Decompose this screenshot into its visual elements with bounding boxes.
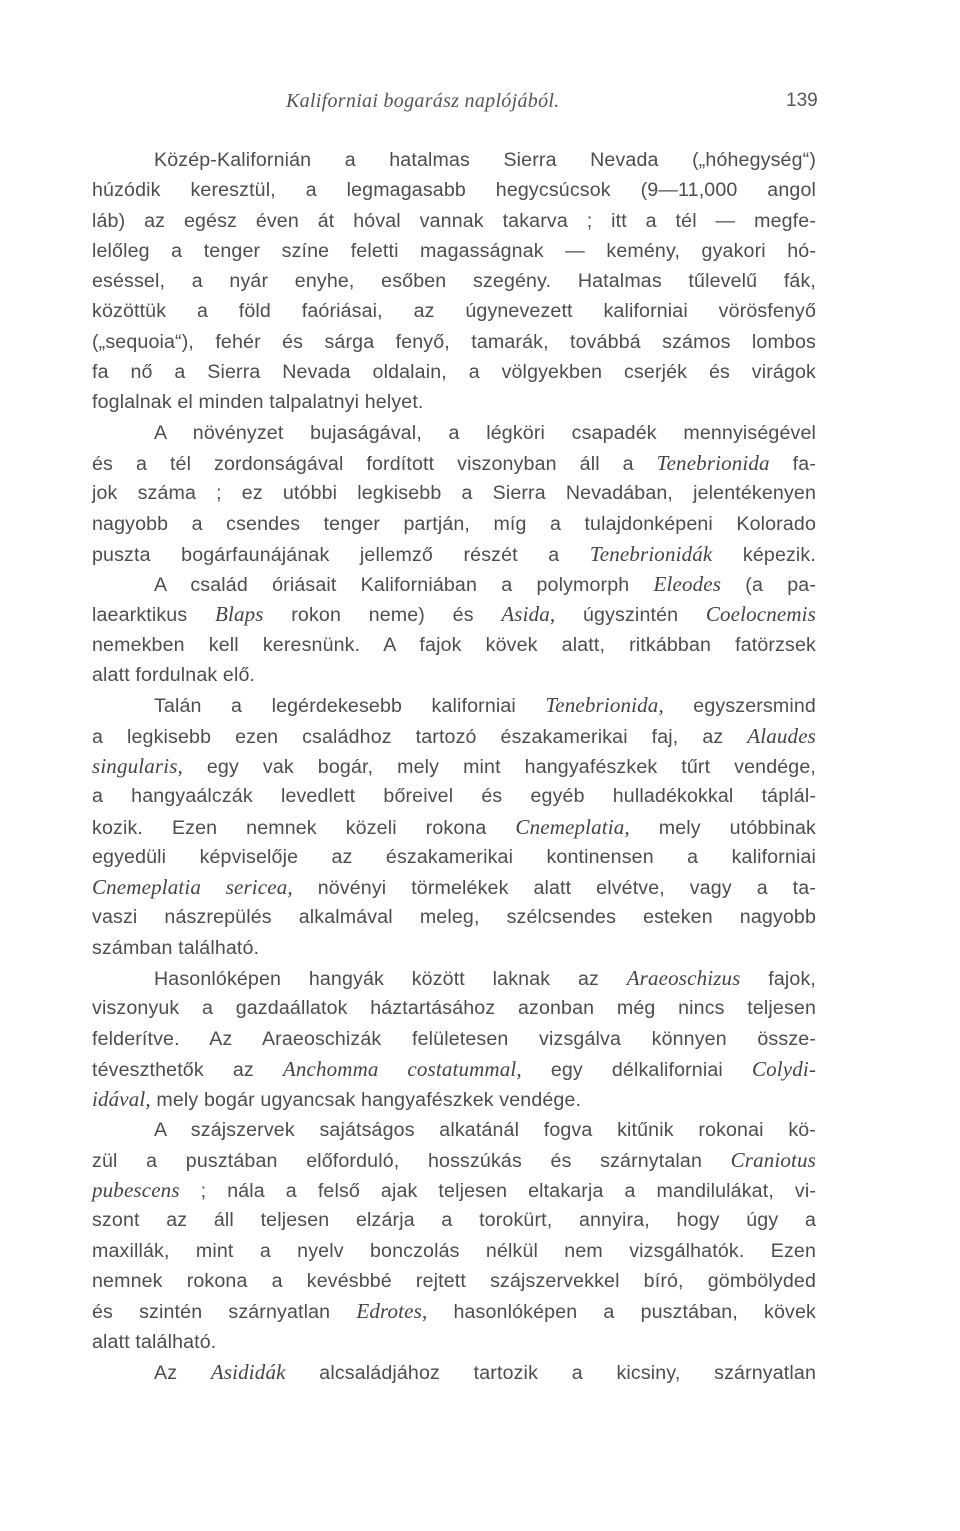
- text-line: [92, 418, 816, 448]
- italic-term: Alaudes: [747, 723, 816, 748]
- running-title: Kaliforniai bogarász naplójából.: [286, 90, 560, 112]
- text-segment: növényi törmelékek alatt elvétve, vagy a ta-: [292, 877, 816, 900]
- text-segment: számban található.: [92, 936, 260, 959]
- text-line: [92, 539, 816, 569]
- text-line: [92, 1296, 816, 1326]
- text-line: [92, 1175, 816, 1205]
- text-segment: egy délkaliforniai: [521, 1058, 752, 1081]
- text-line: [92, 781, 816, 811]
- text-line: [92, 751, 816, 781]
- text-segment: kozik. Ezen nemnek közeli rokona: [92, 816, 516, 839]
- text-segment: eséssel, a nyár enyhe, esőben szegény. Hatalmas tűlevelű fák,: [92, 270, 816, 293]
- text-line: [92, 478, 816, 508]
- text-segment: (a pa-: [721, 574, 816, 597]
- text-line: [92, 812, 816, 842]
- text-segment: egyedüli képviselője az északamerikai kontinensen a kaliforniai: [92, 845, 816, 868]
- text-segment: egyszersmind: [663, 695, 816, 718]
- text-line: [92, 599, 816, 629]
- text-segment: laearktikus: [92, 604, 215, 627]
- italic-term: Anchomma costatummal,: [282, 1056, 522, 1081]
- text-line: [92, 1024, 816, 1054]
- text-line: [92, 206, 816, 236]
- italic-term: Cnemeplatia,: [515, 814, 630, 839]
- text-segment: láb) az egész éven át hóval vannak takarva ; itt a tél — megfe-: [92, 209, 816, 232]
- text-line: [92, 690, 816, 720]
- text-line: [92, 266, 816, 296]
- text-segment: felderítve. Az Araeoschizák felületesen vizsgálva könnyen össze-: [92, 1027, 816, 1050]
- text-segment: képezik.: [712, 543, 816, 566]
- italic-term: singularis,: [92, 753, 183, 778]
- text-segment: rokon neme) és: [263, 604, 502, 627]
- text-line: [92, 721, 816, 751]
- text-segment: A család óriásait Kaliforniában a polymorph: [154, 574, 654, 597]
- text-segment: foglalnak el minden talpalatnyi helyet.: [92, 391, 424, 414]
- italic-term: Asida,: [501, 602, 556, 627]
- italic-term: Eleodes: [653, 572, 722, 597]
- text-line: [92, 236, 816, 266]
- text-line: [92, 630, 816, 660]
- text-line: [92, 1236, 816, 1266]
- text-line: [92, 933, 816, 963]
- italic-term: Tenebrionida: [656, 450, 770, 475]
- text-segment: fajok,: [740, 968, 816, 991]
- text-line: [92, 1084, 816, 1114]
- text-segment: és szintén szárnyatlan: [92, 1301, 357, 1324]
- italic-term: Craniotus: [730, 1147, 816, 1172]
- italic-term: Coelocnemis: [705, 602, 816, 627]
- text-line: [92, 872, 816, 902]
- text-segment: téveszthetők az: [92, 1058, 283, 1081]
- text-segment: Az: [154, 1361, 211, 1384]
- text-line: [92, 902, 816, 932]
- text-segment: maxillák, mint a nyelv bonczolás nélkül nem vizsgálhatók. Ezen: [92, 1239, 816, 1262]
- italic-term: pubescens: [92, 1178, 180, 1203]
- text-segment: ; nála a felső ajak teljesen eltakarja a mandilulákat, vi-: [179, 1180, 816, 1203]
- italic-term: Colydi-: [751, 1056, 816, 1081]
- text-line: [92, 1205, 816, 1235]
- text-line: [92, 509, 816, 539]
- text-segment: egy vak bogár, mely mint hangyafészkek tűrt vendége,: [182, 755, 816, 778]
- italic-term: Edrotes,: [356, 1299, 428, 1324]
- text-segment: A növényzet bujaságával, a légköri csapadék mennyiségével: [154, 421, 816, 444]
- text-line: [92, 448, 816, 478]
- text-segment: nagyobb a csendes tenger partján, míg a tulajdonképeni Kolorado: [92, 512, 816, 535]
- text-segment: puszta bogárfaunájának jellemző részét a: [92, 543, 590, 566]
- text-segment: lelőleg a tenger színe feletti magasságnak — kemény, gyakori hó-: [92, 239, 816, 262]
- italic-term: Tenebrionidák: [589, 541, 713, 566]
- text-segment: alcsaládjához tartozik a kicsiny, szárnyatlan: [285, 1361, 816, 1384]
- text-line: [92, 1145, 816, 1175]
- text-segment: szont az áll teljesen elzárja a torokürt, annyira, hogy úgy a: [92, 1209, 816, 1232]
- text-segment: nemnek rokona a kevésbbé rejtett szájszervekkel bíró, gömbölyded: [92, 1269, 816, 1292]
- text-segment: a hangyaálczák levedlett bőreivel és egyéb hulladékokkal táplál-: [92, 785, 816, 808]
- text-line: [92, 145, 816, 175]
- text-segment: („sequoia“), fehér és sárga fenyő, tamarák, továbbá számos lombos: [92, 330, 816, 353]
- text-segment: mely bogár ugyancsak hangyafészkek vendége.: [150, 1089, 582, 1112]
- text-segment: Közép-Kalifornián a hatalmas Sierra Nevada („hóhegység“): [154, 149, 816, 171]
- text-segment: nemekben kell keresnünk. A fajok kövek alatt, ritkábban fatörzsek: [92, 633, 816, 656]
- text-line: [92, 327, 816, 357]
- italic-term: Blaps: [214, 602, 264, 627]
- text-line: [92, 1327, 816, 1357]
- page-number: 139: [786, 90, 818, 111]
- text-segment: és a tél zordonságával fordított viszonyban áll a: [92, 452, 657, 475]
- page-header: [0, 88, 960, 118]
- text-segment: A szájszervek sajátságos alkatánál fogva kitűnik rokonai kö-: [154, 1118, 816, 1141]
- text-line: [92, 1357, 816, 1387]
- text-segment: Hasonlóképen hangyák között laknak az: [154, 968, 627, 991]
- text-line: [92, 387, 816, 417]
- text-line: [92, 842, 816, 872]
- italic-term: Araeoschizus: [626, 966, 741, 991]
- text-segment: Talán a legérdekesebb kaliforniai: [154, 695, 546, 718]
- text-segment: zül a pusztában előforduló, hosszúkás és szárnytalan: [92, 1149, 731, 1172]
- text-line: [92, 1266, 816, 1296]
- italic-term: Cnemeplatia sericea,: [92, 875, 293, 900]
- text-segment: húzódik keresztül, a legmagasabb hegycsúcsok (9—11,000 angol: [92, 179, 816, 202]
- text-line: [92, 357, 816, 387]
- text-line: [92, 993, 816, 1023]
- text-segment: alatt található.: [92, 1330, 217, 1353]
- text-segment: úgyszintén: [555, 604, 706, 627]
- text-line: [92, 1054, 816, 1084]
- italic-term: idával,: [92, 1087, 151, 1112]
- text-segment: jok száma ; ez utóbbi legkisebb a Sierra Nevadában, jelentékenyen: [92, 482, 816, 505]
- text-segment: vaszi nászrepülés alkalmával meleg, szélcsendes esteken nagyobb: [92, 906, 816, 929]
- text-line: [92, 296, 816, 326]
- text-line: [92, 1115, 816, 1145]
- text-segment: fa nő a Sierra Nevada oldalain, a völgyekben cserjék és virágok: [92, 361, 816, 384]
- text-segment: alatt fordulnak elő.: [92, 664, 256, 687]
- text-line: [92, 175, 816, 205]
- text-segment: a legkisebb ezen családhoz tartozó északamerikai faj, az: [92, 725, 748, 748]
- italic-term: Tenebrionida,: [545, 693, 664, 718]
- text-segment: viszonyuk a gazdaállatok háztartásához azonban még nincs teljesen: [92, 997, 816, 1020]
- text-line: [92, 660, 816, 690]
- body-text: [92, 145, 816, 1387]
- text-segment: közöttük a föld faóriásai, az úgynevezett kaliforniai vörösfenyő: [92, 300, 816, 323]
- text-line: [92, 569, 816, 599]
- text-segment: mely utóbbinak: [629, 816, 816, 839]
- text-segment: hasonlóképen a pusztában, kövek: [427, 1301, 816, 1324]
- text-segment: fa-: [769, 452, 816, 475]
- italic-term: Asididák: [210, 1359, 286, 1384]
- text-line: [92, 963, 816, 993]
